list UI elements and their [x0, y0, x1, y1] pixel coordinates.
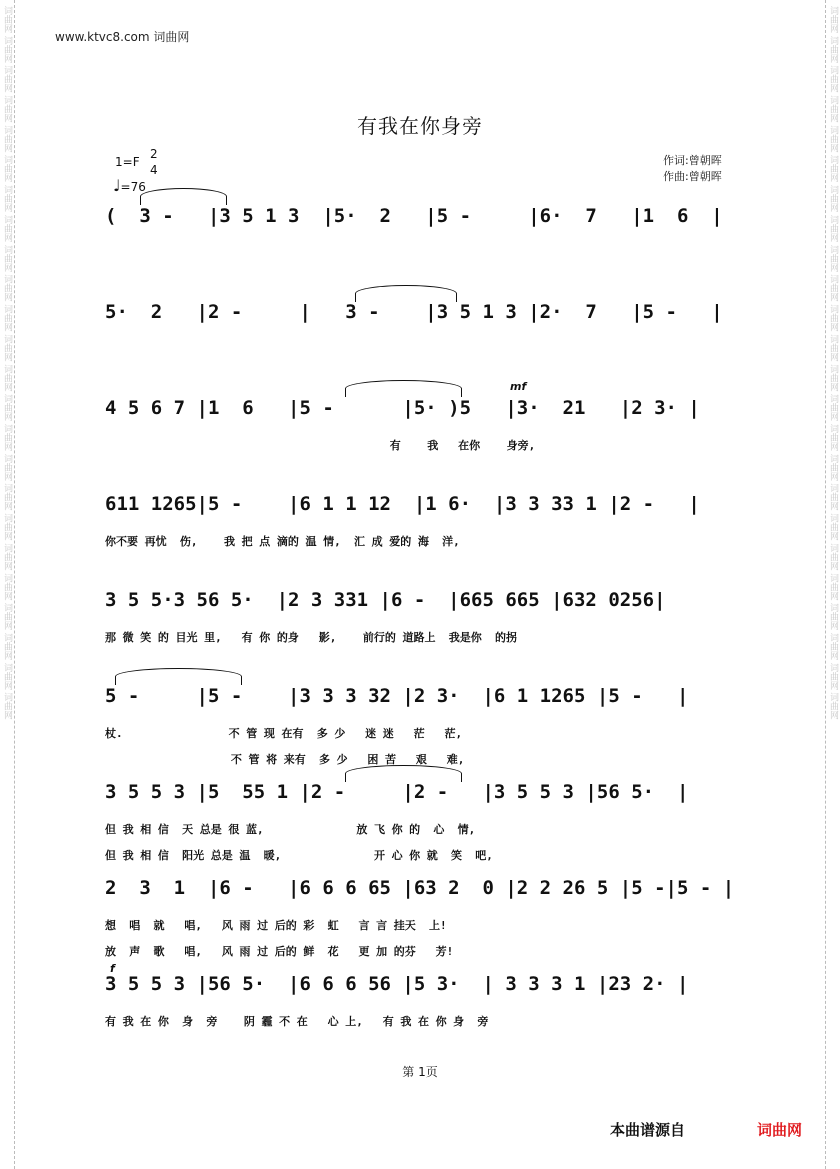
time-signature-top: 2	[150, 147, 158, 161]
time-signature-bottom: 4	[150, 163, 158, 177]
notation-line: 5 - |5 - |3 3 3 32 |2 3· |6 1 1265 |5 - |	[105, 685, 689, 707]
left-watermark-strip	[0, 0, 15, 1169]
time-signature	[150, 146, 158, 178]
lyric-line: 有 我 在 你 身 旁 阴 霾 不 在 心 上, 有 我 在 你 身 旁	[105, 1015, 489, 1028]
lyric-line: 那 微 笑 的 目光 里, 有 你 的身 影, 前行的 道路上 我是你 的拐	[105, 631, 517, 644]
slur	[355, 285, 457, 302]
right-watermark-strip	[825, 0, 840, 1169]
tempo-value: =76	[120, 180, 146, 194]
notation-line: ( 3 - |3 5 1 3 |5· 2 |5 - |6· 7 |1 6 |	[105, 205, 723, 227]
notation-line: 2 3 1 |6 - |6 6 6 65 |63 2 0 |2 2 26 5 |5 -|5 - |	[105, 877, 735, 899]
brand-link[interactable]: 词曲网	[757, 1121, 803, 1139]
lyric-line: 想 唱 就 唱, 风 雨 过 后的 彩 虹 言 言 挂天 上!	[105, 919, 447, 932]
watermark-text: 词曲网 词曲网 词曲网 词曲网 词曲网 词曲网 词曲网 词曲网 词曲网 词曲网 词曲网 词曲网 词曲网 词曲网 词曲网 词曲网 词曲网 词曲网 词曲网 词曲网 词曲网 词曲网 词曲网 词曲网	[828, 6, 838, 720]
page-number: 第 1页	[402, 1065, 438, 1079]
tempo-marking	[113, 176, 146, 195]
slur	[345, 380, 462, 397]
site-name: 词曲网	[153, 30, 190, 44]
lyric-line: 有 我 在你 身旁,	[105, 439, 536, 452]
dynamic-mf: mf	[510, 380, 527, 393]
slur	[345, 765, 462, 782]
song-title: 有我在你身旁	[357, 114, 483, 138]
lyricist: 作词:曾朝晖	[663, 154, 722, 167]
lyric-line: 杖. 不 管 现 在有 多 少 迷 迷 茫 茫,	[105, 727, 463, 740]
watermark-text: 词曲网 词曲网 词曲网 词曲网 词曲网 词曲网 词曲网 词曲网 词曲网 词曲网 词曲网 词曲网 词曲网 词曲网 词曲网 词曲网 词曲网 词曲网 词曲网 词曲网 词曲网 词曲网 词曲网 词曲网	[2, 6, 12, 720]
source-label: 本曲谱源自	[610, 1121, 686, 1139]
slur	[140, 188, 227, 205]
composer: 作曲:曾朝晖	[663, 170, 722, 183]
notation-line: 5· 2 |2 - | 3 - |3 5 1 3 |2· 7 |5 - |	[105, 301, 723, 323]
notation-line: 4 5 6 7 |1 6 |5 - |5· )5 |3· 21 |2 3· |	[105, 397, 700, 419]
key-signature: 1=F	[115, 155, 140, 169]
lyric-line: 放 声 歌 唱, 风 雨 过 后的 鲜 花 更 加 的芬 芳!	[105, 945, 454, 958]
lyric-line: 不 管 将 来有 多 少 困 苦 艰 难,	[105, 753, 465, 766]
site-url-text[interactable]: www.ktvc8.com	[55, 30, 150, 44]
slur	[115, 668, 242, 685]
lyric-line: 但 我 相 信 阳光 总是 温 暖, 开 心 你 就 笑 吧,	[105, 849, 493, 862]
notation-line: 3 5 5 3 |56 5· |6 6 6 56 |5 3· | 3 3 3 1 |23 2· |	[105, 973, 689, 995]
notation-line: 3 5 5·3 56 5· |2 3 331 |6 - |665 665 |632 0256|	[105, 589, 666, 611]
lyric-line: 你不要 再忧 伤, 我 把 点 滴的 温 情, 汇 成 爱的 海 洋,	[105, 535, 460, 548]
credits	[663, 153, 722, 185]
quarter-note-icon: ♩	[113, 176, 121, 195]
notation-line: 3 5 5 3 |5 55 1 |2 - |2 - |3 5 5 3 |56 5· |	[105, 781, 689, 803]
lyric-line: 但 我 相 信 天 总是 很 蓝, 放 飞 你 的 心 情,	[105, 823, 476, 836]
notation-line: 611 1265|5 - |6 1 1 12 |1 6· |3 3 33 1 |2 - |	[105, 493, 700, 515]
dynamic-f: f	[110, 962, 115, 975]
site-url[interactable]	[55, 28, 189, 45]
